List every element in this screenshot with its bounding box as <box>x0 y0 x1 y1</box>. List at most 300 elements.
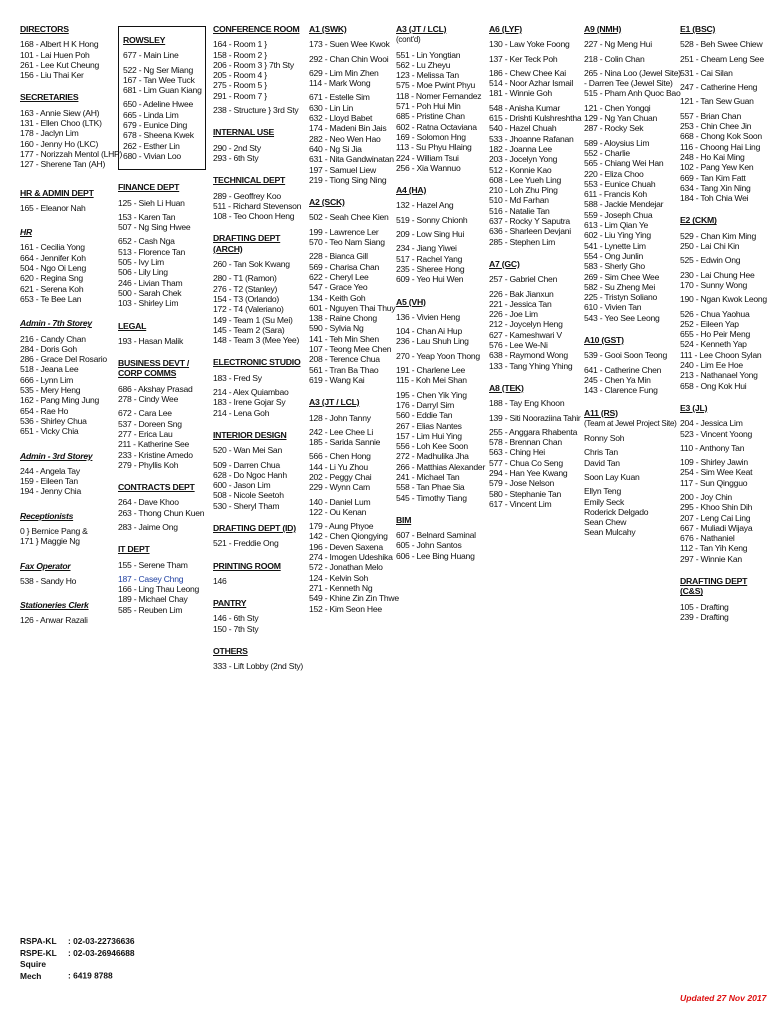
extension-entry: 548 - Anisha Kumar <box>489 102 560 113</box>
extension-entry: 255 - Anggara Rhabenta <box>489 426 578 437</box>
extension-entry: 679 - Eunice Ding <box>123 120 188 131</box>
directory-section <box>309 397 399 614</box>
extension-entry: 686 - Akshay Prasad <box>118 383 193 394</box>
extension-entry: 252 - Eileen Yap <box>680 318 739 329</box>
column-3 <box>213 18 307 672</box>
section-heading: OTHERS <box>213 646 248 657</box>
directory-section <box>309 197 395 385</box>
extension-entry: 208 - Terence Chua <box>309 354 380 365</box>
footer-contacts <box>20 936 135 982</box>
section-heading: Admin - 3rd Storey <box>20 450 93 461</box>
directory-section <box>20 227 120 304</box>
section-heading: BUSINESS DEVT / CORP COMMS <box>118 358 190 379</box>
extension-entry: 613 - Lim Qian Ye <box>584 220 649 231</box>
extension-entry: 511 - Richard Stevenson <box>213 200 302 211</box>
extension-entry: 520 - Wan Mei San <box>213 445 282 456</box>
extension-entry: 149 - Team 1 (Su Mei) <box>213 314 293 325</box>
extension-entry: 552 - Charlie <box>584 147 630 158</box>
extension-entry: 543 - Yeo See Leong <box>584 312 660 323</box>
column-1 <box>20 18 123 626</box>
extension-entry: 600 - Jason Lim <box>213 480 271 491</box>
extension-entry: 214 - Alex Quiambao <box>213 387 289 398</box>
extension-entry: 502 - Seah Chee Kien <box>309 212 389 223</box>
extension-entry: 133 - Tang Yhing Yhing <box>489 360 573 371</box>
extension-entry: 506 - Lily Ling <box>118 267 168 278</box>
directory-section <box>213 561 307 587</box>
extension-entry: 293 - 6th Sty <box>213 152 259 163</box>
extension-entry: 553 - Eunice Chuah <box>584 178 656 189</box>
section-heading: A8 (TEK) <box>489 382 524 393</box>
extension-entry: 631 - Nita Gandwinatan <box>309 154 394 165</box>
directory-section <box>584 408 678 538</box>
extension-entry: 160 - Jenny Ho (LKC) <box>20 138 99 149</box>
section-heading: DRAFTING DEPT (ARCH) <box>213 233 281 254</box>
extension-entry: 128 - John Tanny <box>309 412 371 423</box>
extension-entry: 253 - Chin Chee Jin <box>680 121 752 132</box>
directory-section <box>118 321 210 347</box>
extension-entry: 269 - Sim Chee Wee <box>584 271 660 282</box>
extension-entry: 522 - Ng Ser Miang <box>123 64 194 75</box>
extension-entry: 551 - Lin Yongtian <box>396 49 461 60</box>
extension-entry: 199 - Lawrence Ler <box>309 226 379 237</box>
directory-section <box>213 233 307 345</box>
extension-entry: 254 - Sim Wee Keat <box>680 467 753 478</box>
extension-entry: 242 - Lee Chee Li <box>309 426 374 437</box>
extension-entry: 278 - Cindy Wee <box>118 394 179 405</box>
extension-entry: 554 - Ong Junlin <box>584 250 644 261</box>
section-heading: SECRETARIES <box>20 92 79 103</box>
directory-section <box>396 185 488 284</box>
directory-section <box>118 26 206 170</box>
extension-entry: 111 - Lee Choon Sylan <box>680 349 762 360</box>
extension-entry: 238 - Structure } 3rd Sty <box>213 105 299 116</box>
extension-entry: 218 - Colin Chan <box>584 53 645 64</box>
extension-entry: Sean Chew <box>584 517 627 528</box>
extension-entry: 514 - Noor Azhar Ismail <box>489 78 574 89</box>
directory-section <box>489 24 583 247</box>
extension-entry: 629 - Lim Min Zhen <box>309 67 379 78</box>
directory-section <box>396 24 488 173</box>
extension-entry: Soon Lay Kuan <box>584 471 640 482</box>
section-subheading: (Team at Jewel Project Site) <box>584 418 677 428</box>
section-heading: TECHNICAL DEPT <box>213 175 286 186</box>
extension-entry: 261 - Lee Kut Cheung <box>20 59 100 70</box>
section-heading: A6 (LYF) <box>489 24 522 34</box>
section-heading: E1 (BSC) <box>680 24 716 34</box>
extension-entry: 185 - Sarida Sannie <box>309 437 381 448</box>
directory-section <box>489 259 583 371</box>
section-heading: INTERIOR DESIGN <box>213 429 287 440</box>
extension-entry: 576 - Lee We-Ni <box>489 340 548 351</box>
extension-entry: 157 - Lim Hui Ying <box>396 430 462 441</box>
extension-entry: 177 - Norizzah Mentol (LHP) <box>20 148 123 159</box>
extension-entry: 500 - Sarah Chek <box>118 287 182 298</box>
extension-entry: 102 - Pang Yew Ken <box>680 162 754 173</box>
extension-entry: 265 - Nina Loo (Jewel Site) <box>584 67 681 78</box>
extension-entry: 203 - Jocelyn Yong <box>489 154 558 165</box>
section-heading: A10 (GST) <box>584 335 624 346</box>
extension-entry: 103 - Shirley Lim <box>118 298 179 309</box>
directory-section <box>20 92 123 170</box>
extension-entry: 549 - Khine Zin Zin Thwe <box>309 593 399 604</box>
extension-entry: 601 - Nguyen Thai Thuy <box>309 302 396 313</box>
extension-entry: 658 - Ong Kok Hui <box>680 380 747 391</box>
extension-entry: 121 - Tan Sew Guan <box>680 96 754 107</box>
extension-entry: 168 - Albert H K Hong <box>20 39 99 50</box>
extension-entry: 512 - Konnie Kao <box>489 164 552 175</box>
extension-entry: 559 - Joseph Chua <box>584 209 653 220</box>
extension-entry: 204 - Jessica Lim <box>680 418 743 429</box>
extension-entry: 256 - Xia Wannuo <box>396 162 461 173</box>
extension-entry: 588 - Jackie Mendejar <box>584 199 664 210</box>
extension-entry: 115 - Koh Mei Shan <box>396 375 467 386</box>
directory-section <box>20 600 120 626</box>
extension-entry: 640 - Ng Si Jia <box>309 143 362 154</box>
extension-entry: 196 - Deven Saxena <box>309 541 383 552</box>
directory-section <box>680 24 766 203</box>
section-heading: A11 (RS) <box>584 407 618 418</box>
directory-section <box>20 188 120 214</box>
extension-entry: 112 - Tan Yih Keng <box>680 543 748 554</box>
section-heading: LEGAL <box>118 320 147 331</box>
extension-entry: 570 - Teo Nam Siang <box>309 237 385 248</box>
extension-entry: 651 - Vicky Chia <box>20 426 79 437</box>
extension-entry: 214 - Lena Goh <box>213 407 270 418</box>
section-heading: CONFERENCE ROOM <box>213 24 300 34</box>
extension-entry: 246 - Livian Tham <box>118 277 183 288</box>
extension-entry: 667 - Muliadi Wijaya <box>680 522 753 533</box>
extension-entry: 207 - Leng Cai Ling <box>680 512 751 523</box>
extension-entry: 189 - Michael Chay <box>118 594 188 605</box>
extension-entry: 528 - Beh Swee Chiew <box>680 39 763 50</box>
extension-entry: 516 - Natalie Tan <box>489 205 550 216</box>
extension-entry: 251 - Cheam Leng See <box>680 53 764 64</box>
extension-entry: 233 - Kristine Amedo <box>118 449 193 460</box>
extension-entry: 156 - Liu Thai Ker <box>20 70 84 81</box>
extension-entry: 275 - Room 5 } <box>213 80 267 91</box>
extension-entry: 163 - Annie Siew (AH) <box>20 107 100 118</box>
extension-entry: 224 - William Tsui <box>396 152 459 163</box>
extension-entry: 121 - Chen Yongqi <box>584 102 651 113</box>
extension-entry: 533 - Jhoanne Rafanan <box>489 133 574 144</box>
extension-entry: 627 - Kameshwari V <box>489 329 562 340</box>
extension-entry: 282 - Neo Wen Hao <box>309 133 381 144</box>
extension-entry: 289 - Geoffrey Koo <box>213 190 281 201</box>
extension-entry: 641 - Catherine Chen <box>584 364 662 375</box>
extension-entry: 610 - Vivien Tan <box>584 302 642 313</box>
extension-entry: 518 - Jeana Lee <box>20 364 79 375</box>
extension-entry: 621 - Serena Koh <box>20 283 84 294</box>
extension-entry: 132 - Hazel Ang <box>396 200 454 211</box>
directory-section <box>213 24 307 115</box>
extension-entry: 274 - Imogen Udeshika <box>309 552 393 563</box>
extension-entry: 169 - Solomon Hng <box>396 131 466 142</box>
extension-entry: 505 - Ivy Lim <box>118 257 164 268</box>
extension-entry: 523 - Vincent Yoong <box>680 428 753 439</box>
section-heading: A2 (SCK) <box>309 197 345 208</box>
directory-section <box>20 511 120 547</box>
extension-entry: 517 - Rachel Yang <box>396 253 463 264</box>
section-heading: Stationeries Clerk <box>20 600 89 611</box>
extension-entry: Emily Seck <box>584 496 624 507</box>
extension-entry: 244 - Angela Tay <box>20 465 80 476</box>
extension-entry: 267 - Elias Nantes <box>396 420 462 431</box>
extension-entry: 571 - Poh Hui Min <box>396 101 461 112</box>
extension-entry: 209 - Low Sing Hui <box>396 229 465 240</box>
extension-entry: 183 - Irene Gojar Sy <box>213 397 286 408</box>
extension-entry: - Darren Tee (Jewel Site) <box>584 78 673 89</box>
extension-entry: 144 - Li Yu Zhou <box>309 461 368 472</box>
extension-entry: 524 - Kenneth Yap <box>680 339 747 350</box>
extension-entry: 537 - Doreen Sng <box>118 418 182 429</box>
extension-entry: 540 - Hazel Chuah <box>489 123 557 134</box>
extension-entry: 104 - Chan Ai Hup <box>396 326 462 337</box>
extension-entry: 509 - Darren Chua <box>213 459 280 470</box>
extension-entry: 130 - Law Yoke Foong <box>489 39 570 50</box>
extension-entry: 186 - Chew Chee Kai <box>489 67 566 78</box>
extension-entry: 179 - Aung Phyoe <box>309 521 374 532</box>
extension-entry: 668 - Chong Kok Soon <box>680 131 762 142</box>
directory-section <box>213 646 307 672</box>
extension-entry: 504 - Ngo Oi Leng <box>20 263 86 274</box>
extension-entry: 565 - Chiang Wei Han <box>584 158 664 169</box>
extension-entry: 536 - Shirley Chua <box>20 415 87 426</box>
extension-entry: 162 - Pang Ming Jung <box>20 395 100 406</box>
extension-entry: 125 - Sieh Li Huan <box>118 197 185 208</box>
column-8 <box>680 18 766 622</box>
section-heading: A7 (GC) <box>489 258 520 269</box>
extension-entry: 234 - Jiang Yiwei <box>396 243 457 254</box>
extension-entry: 602 - Ratna Octaviana <box>396 121 477 132</box>
extension-entry: 650 - Adeline Hwee <box>123 99 194 110</box>
extension-entry: 541 - Lynette Lim <box>584 240 646 251</box>
extension-entry: 513 - Florence Tan <box>118 246 185 257</box>
extension-entry: 190 - Ngan Kwok Leong <box>680 294 767 305</box>
extension-entry: 283 - Jaime Ong <box>118 521 178 532</box>
extension-entry: 654 - Rae Ho <box>20 405 69 416</box>
extension-entry: David Tan <box>584 457 620 468</box>
extension-entry: 154 - T3 (Orlando) <box>213 293 280 304</box>
directory-section <box>213 357 307 417</box>
extension-entry: 191 - Charlene Lee <box>396 365 466 376</box>
section-heading: Admin - 7th Storey <box>20 318 92 329</box>
extension-entry: 239 - Drafting <box>680 611 729 622</box>
extension-entry: 166 - Ling Thau Leong <box>118 584 200 595</box>
directory-section <box>213 598 307 634</box>
extension-entry: 200 - Joy Chin <box>680 491 732 502</box>
extension-entry: 678 - Sheena Kwek <box>123 130 194 141</box>
extension-entry: 197 - Samuel Liew <box>309 164 376 175</box>
extension-entry: 578 - Brennan Chan <box>489 437 562 448</box>
footer-line: RSPE-KL : 02-03-26946688 <box>20 947 135 958</box>
extension-entry: 529 - Chan Kim Ming <box>680 230 756 241</box>
extension-entry: 606 - Lee Bing Huang <box>396 550 475 561</box>
section-heading: A3 (JT / LCL) <box>396 24 447 34</box>
extension-entry: 271 - Kenneth Ng <box>309 582 373 593</box>
extension-entry: 213 - Nathanael Yong <box>680 370 758 381</box>
directory-section <box>213 127 307 163</box>
extension-entry: 155 - Serene Tham <box>118 559 188 570</box>
extension-entry: 277 - Erica Lau <box>118 428 173 439</box>
extension-entry: 212 - Joycelyn Heng <box>489 319 563 330</box>
extension-entry: 525 - Edwin Ong <box>680 255 741 266</box>
extension-entry: 241 - Michael Tan <box>396 471 460 482</box>
extension-entry: 109 - Shirley Jawin <box>680 457 748 468</box>
extension-entry: 655 - Ho Peir Meng <box>680 329 751 340</box>
extension-entry: 582 - Su Zheng Mei <box>584 281 655 292</box>
extension-entry: 605 - John Santos <box>396 540 462 551</box>
directory-section <box>20 24 120 80</box>
extension-entry: 666 - Lynn Lim <box>20 374 74 385</box>
extension-entry: 272 - Madhulika Jha <box>396 451 469 462</box>
extension-entry: 619 - Wang Kai <box>309 374 365 385</box>
extension-entry: 672 - Cara Lee <box>118 408 172 419</box>
extension-entry: Ronny Soh <box>584 433 625 444</box>
spacer <box>20 170 120 176</box>
extension-entry: 0 } Bernice Pang & <box>20 525 88 536</box>
extension-entry: 139 - Siti Nooraziina Tahir <box>489 412 581 423</box>
extension-entry: 665 - Linda Lim <box>123 109 179 120</box>
extension-entry: 676 - Nathaniel <box>680 533 735 544</box>
section-heading: IT DEPT <box>118 544 150 555</box>
extension-entry: Ellyn Teng <box>584 486 621 497</box>
section-heading: A5 (VH) <box>396 296 426 307</box>
column-7 <box>584 18 681 538</box>
extension-entry: 161 - Cecilia Yong <box>20 242 85 253</box>
directory-section <box>309 24 395 185</box>
extension-entry: 165 - Eleanor Nah <box>20 202 86 213</box>
extension-entry: 263 - Thong Chun Kuen <box>118 507 205 518</box>
directory-section <box>396 297 488 503</box>
extension-entry: 620 - Regina Sng <box>20 273 83 284</box>
directory-section <box>118 544 210 615</box>
extension-entry: 630 - Lin Lin <box>309 102 354 113</box>
extension-entry: 279 - Phyllis Koh <box>118 459 179 470</box>
extension-entry: 611 - Francis Koh <box>584 189 647 200</box>
extension-entry: 589 - Aloysius Lim <box>584 137 650 148</box>
directory-section <box>20 451 120 497</box>
extension-entry: 136 - Vivien Heng <box>396 311 460 322</box>
column-5 <box>396 18 488 561</box>
directory-section <box>489 383 583 509</box>
extension-entry: 152 - Kim Seon Hee <box>309 603 382 614</box>
extension-entry: 226 - Joe Lim <box>489 309 538 320</box>
extension-entry: 583 - Sherly Gho <box>584 261 645 272</box>
footer-line: Squire Mech : 6419 8788 <box>20 959 113 981</box>
extension-entry: 515 - Pham Anh Quoc Bao <box>584 88 681 99</box>
extension-entry: 563 - Ching Hei <box>489 447 545 458</box>
extension-entry: 632 - Lloyd Babet <box>309 113 373 124</box>
section-heading: A3 (JT / LCL) <box>309 397 360 408</box>
extension-entry: 270 - Yeap Yoon Thong <box>396 350 480 361</box>
extension-entry: 521 - Freddie Ong <box>213 538 279 549</box>
extension-entry: 685 - Pristine Chan <box>396 111 465 122</box>
extension-entry: 285 - Stephen Lim <box>489 236 555 247</box>
extension-entry: 638 - Raymond Wong <box>489 350 568 361</box>
extension-entry: 530 - Sheryl Tham <box>213 500 280 511</box>
directory-section <box>396 515 488 561</box>
extension-entry: 677 - Main Line <box>123 50 179 61</box>
extension-entry: 250 - Lai Chi Kin <box>680 241 740 252</box>
extension-entry: 508 - Nicole Seetoh <box>213 490 284 501</box>
extension-entry: 680 - Vivian Loo <box>123 150 181 161</box>
directory-section <box>20 318 120 436</box>
extension-entry: 184 - Toh Chia Wei <box>680 193 749 204</box>
extension-entry: 227 - Ng Meng Hui <box>584 39 652 50</box>
extension-entry: 257 - Gabriel Chen <box>489 274 558 285</box>
directory-section <box>118 482 210 532</box>
extension-entry: 101 - Lai Huen Poh <box>20 49 90 60</box>
extension-entry: 526 - Chua Yaohua <box>680 308 750 319</box>
extension-entry: 609 - Yeo Hui Wen <box>396 274 464 285</box>
section-heading: PRINTING ROOM <box>213 560 281 571</box>
extension-entry: 124 - Kelvin Soh <box>309 572 369 583</box>
extension-entry: 194 - Jenny Chia <box>20 486 81 497</box>
extension-entry: 585 - Reuben Lim <box>118 604 183 615</box>
section-heading: BIM <box>396 514 412 525</box>
extension-entry: 266 - Matthias Alexander <box>396 461 486 472</box>
extension-entry: 510 - Md Farhan <box>489 195 549 206</box>
extension-entry: 248 - Ho Kai Ming <box>680 151 745 162</box>
extension-entry: 211 - Katherine See <box>118 439 190 450</box>
section-heading: A1 (SWK) <box>309 24 347 34</box>
directory-section <box>20 561 120 587</box>
extension-entry: 118 - Nomer Fernandez <box>396 90 482 101</box>
extension-entry: 236 - Lau Shuh Ling <box>396 336 469 347</box>
section-heading: A9 (NMH) <box>584 24 622 34</box>
extension-entry: 602 - Liu Ying Ying <box>584 230 651 241</box>
extension-entry: 172 - T4 (Valeriano) <box>213 304 284 315</box>
extension-entry: 150 - 7th Sty <box>213 623 259 634</box>
extension-entry: 182 - Joanna Lee <box>489 143 552 154</box>
extension-entry: 294 - Han Yee Kwang <box>489 467 568 478</box>
extension-entry: 566 - Chen Hong <box>309 451 371 462</box>
extension-entry: 114 - Mark Wong <box>309 78 371 89</box>
extension-entry: 129 - Ng Yan Chuan <box>584 113 658 124</box>
section-heading: CONTRACTS DEPT <box>118 482 195 493</box>
extension-entry: 333 - Lift Lobby (2nd Sty) <box>213 661 303 672</box>
extension-entry: 178 - Jaclyn Lim <box>20 128 79 139</box>
extension-entry: 138 - Raine Chong <box>309 313 377 324</box>
updated-note: Updated 27 Nov 2017 <box>680 993 767 1003</box>
extension-entry: 569 - Charisa Chan <box>309 261 380 272</box>
extension-entry: 286 - Grace Del Rosario <box>20 354 107 365</box>
extension-entry: 153 - Karen Tan <box>118 211 176 222</box>
extension-entry: 577 - Chua Co Seng <box>489 457 563 468</box>
extension-entry: 117 - Sun Qingguo <box>680 477 748 488</box>
extension-entry: 622 - Cheryl Lee <box>309 271 369 282</box>
extension-entry: Chris Tan <box>584 447 618 458</box>
section-heading: DRAFTING DEPT (ID) <box>213 522 296 533</box>
extension-entry: 145 - Team 2 (Sara) <box>213 324 285 335</box>
extension-entry: 671 - Estelle Sim <box>309 92 370 103</box>
directory-section <box>118 182 210 308</box>
extension-entry: 637 - Rocky Y Saputra <box>489 216 570 227</box>
extension-entry: 535 - Mery Heng <box>20 385 81 396</box>
directory-section <box>213 175 307 221</box>
extension-entry: 173 - Suen Wee Kwok <box>309 39 390 50</box>
extension-entry: 176 - Darryl Sim <box>396 399 455 410</box>
extension-entry: 653 - Te Bee Lan <box>20 293 82 304</box>
extension-entry: 636 - Sharleen Devjani <box>489 226 571 237</box>
extension-entry: 210 - Loh Zhu Ping <box>489 185 558 196</box>
extension-entry: Roderick Delgado <box>584 506 649 517</box>
extension-entry: 575 - Moe Pwint Phyu <box>396 80 476 91</box>
extension-entry: 108 - Teo Choon Heng <box>213 211 295 222</box>
directory-section <box>213 523 307 549</box>
extension-entry: 240 - Lim Ee Hoe <box>680 360 743 371</box>
column-4 <box>309 18 399 614</box>
